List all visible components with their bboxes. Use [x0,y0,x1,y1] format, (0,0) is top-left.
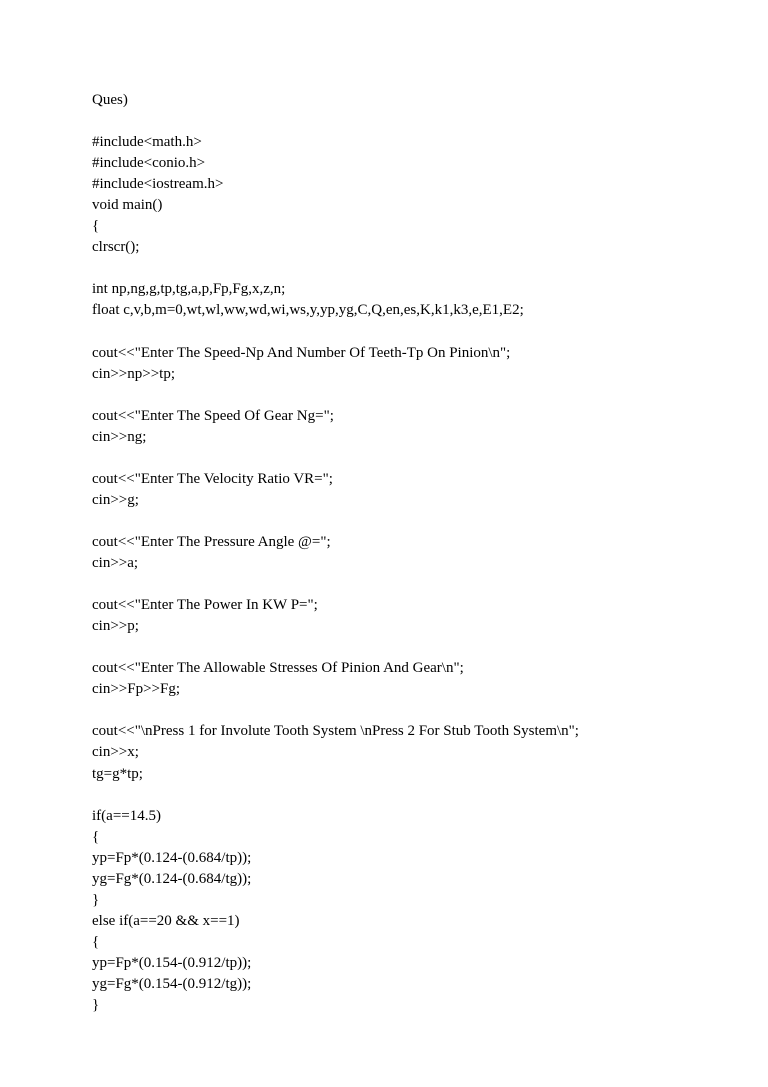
text-line: cout<<"Enter The Speed-Np And Number Of Teeth-Tp On Pinion\n"; [92,344,511,361]
text-line: } [92,997,100,1014]
text-line: { [92,933,100,950]
text-line: cin>>Fp>>Fg; [92,681,181,698]
text-line: Ques) [92,92,128,108]
text-line: clrscr(); [92,239,140,256]
blank-line [92,258,732,279]
text-line: yp=Fp*(0.154-(0.912/tp)); [92,954,252,971]
text-line: else if(a==20 && x==1) [92,912,240,929]
text-line: tg=g*tp; [92,765,143,782]
blank-line [92,511,732,532]
blank-line [92,574,732,595]
code-listing [92,90,732,1016]
text-line: cin>>g; [92,491,139,508]
blank-line [92,637,732,658]
text-line: #include<iostream.h> [92,176,224,193]
text-line: cin>>ng; [92,428,147,445]
text-line: cout<<"Enter The Speed Of Gear Ng="; [92,407,334,424]
text-line: { [92,218,100,235]
text-line: cin>>a; [92,555,139,572]
blank-line [92,448,732,469]
text-line: cout<<"Enter The Allowable Stresses Of Pinion And Gear\n"; [92,660,464,677]
text-line: #include<math.h> [92,134,202,151]
text-line: float c,v,b,m=0,wt,wl,ww,wd,wi,ws,y,yp,yg,C,Q,en,es,K,k1,k3,e,E1,E2; [92,302,524,319]
text-line: cin>>x; [92,744,139,761]
text-line: cout<<"Enter The Power In KW P="; [92,597,318,614]
text-line: if(a==14.5) [92,807,161,824]
text-line: cin>>p; [92,618,139,635]
blank-line [92,111,732,132]
text-line: cout<<"Enter The Pressure Angle @="; [92,533,331,550]
text-line: { [92,828,100,845]
text-line: #include<conio.h> [92,155,206,172]
blank-line [92,785,732,806]
blank-line [92,322,732,343]
text-line: cout<<"Enter The Velocity Ratio VR="; [92,470,333,487]
blank-line [92,385,732,406]
text-line: cout<<"\nPress 1 for Involute Tooth System \nPress 2 For Stub Tooth System\n"; [92,723,579,740]
text-line: cin>>np>>tp; [92,365,175,382]
text-line: void main() [92,197,163,214]
text-line: yg=Fg*(0.124-(0.684/tg)); [92,870,252,887]
text-line: } [92,891,100,908]
blank-line [92,700,732,721]
text-line: int np,ng,g,tp,tg,a,p,Fp,Fg,x,z,n; [92,281,286,298]
text-line: yg=Fg*(0.154-(0.912/tg)); [92,975,252,992]
text-line: yp=Fp*(0.124-(0.684/tp)); [92,849,252,866]
